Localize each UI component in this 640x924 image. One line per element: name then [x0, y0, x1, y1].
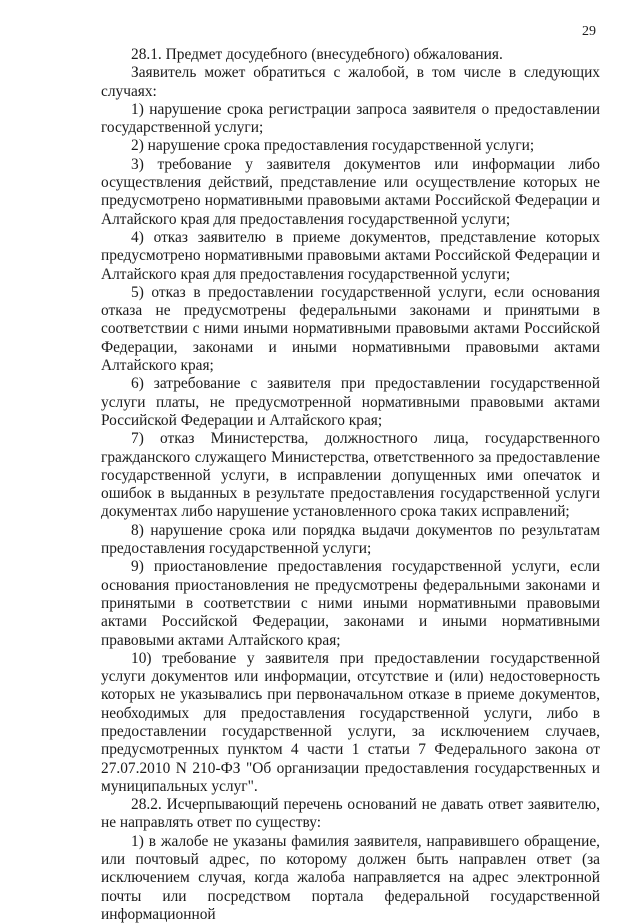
- section-heading-28-1: 28.1. Предмет досудебного (внесудебного) обжалования.: [131, 46, 503, 63]
- section-heading-28-2: 28.2. Исчерпывающий перечень оснований не давать ответ заявителю, не направлять ответ по существу:: [101, 796, 600, 832]
- document-body: [101, 46, 600, 924]
- list-item-1: 1) нарушение срока регистрации запроса заявителя о предоставлении государственной услуги;: [101, 100, 600, 137]
- paragraph-intro: Заявитель может обратиться с жалобой, в том числе в следующих случаях:: [101, 64, 600, 100]
- page-number: 29: [582, 24, 596, 39]
- list-item-5: 5) отказ в предоставлении государственной услуги, если основания отказа не предусмотрены федеральными законами и принятыми в соответствии с ними иными нормативными правовыми актами Российской Федерации, законами и иными нормативными правовыми актами Алтайского края;: [101, 283, 600, 375]
- list-item-9: 9) приостановление предоставления государственной услуги, если основания приостановления не предусмотрены федеральными законами и принятыми в соответствии с ними иными нормативными правовыми актами Российской Федерации, законами и иными нормативными правовыми актами Алтайского края;: [101, 558, 600, 649]
- list-item-2: 2) нарушение срока предоставления государственной услуги;: [131, 137, 535, 155]
- list-item-3: 3) требование у заявителя документов или информации либо осуществления действий, представление или осуществление которых не предусмотрено нормативными правовыми актами Российской Федерации и Алтайского края для предоставления государственной услуги;: [101, 155, 600, 228]
- list-item-4: 4) отказ заявителю в приеме документов, представление которых предусмотрено нормативными правовыми актами Российской Федерации и Алтайского края для предоставления государственной услуги;: [101, 228, 600, 283]
- list-item-28-2-1: 1) в жалобе не указаны фамилия заявителя, направившего обращение, или почтовый адрес, по которому должен быть направлен ответ (за исключением случая, когда жалоба направляется на адрес электронной почты или посредством портала федеральной государственной информационной: [101, 832, 600, 923]
- list-item-8: 8) нарушение срока или порядка выдачи документов по результатам предоставления государственной услуги;: [101, 521, 600, 558]
- list-item-6: 6) затребование с заявителя при предоставлении государственной услуги платы, не предусмотренной нормативными правовыми актами Российской Федерации и Алтайского края;: [101, 375, 600, 429]
- list-item-7: 7) отказ Министерства, должностного лица, государственного гражданского служащего Министерства, ответственного за предоставление государственной услуги, в исправлении допущенных ими опечаток и ошибок в выданных в результате предоставления государственной услуги документах либо нарушение установленного срока таких исправлений;: [101, 430, 600, 521]
- list-item-10: 10) требование у заявителя при предоставлении государственной услуги документов или информации, отсутствие и (или) недостоверность которых не указывались при первоначальном отказе в приеме документов, необходимых для предоставления государственной услуги, либо в предоставлении государственной услуги, за исключением случаев, предусмотренных пунктом 4 части 1 статьи 7 Федерального закона от 27.07.2010 N 210-ФЗ "Об организации предоставления государственных и муниципальных услуг".: [101, 649, 600, 795]
